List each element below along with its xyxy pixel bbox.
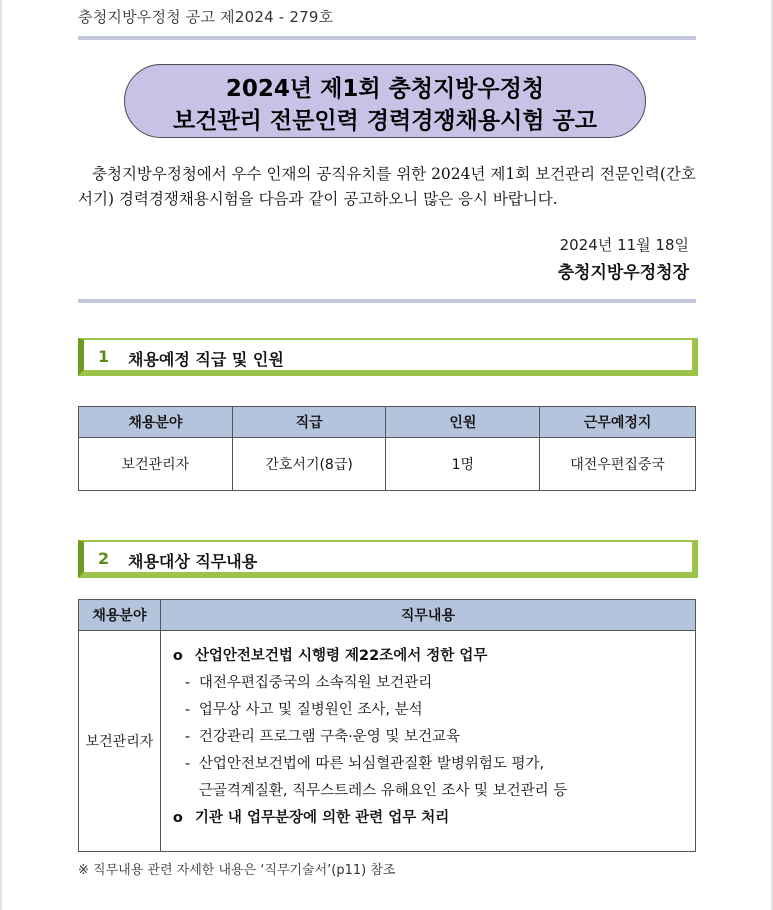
header-field: 채용분야 <box>79 407 233 438</box>
issuer-name: 충청지방우정청장 <box>557 263 689 283</box>
section-1-heading <box>78 338 696 378</box>
header-duty-field: 채용분야 <box>79 600 161 631</box>
bullet-circle-icon: o <box>172 648 183 664</box>
duty-item-text: 업무상 사고 및 질병원인 조사, 분석 <box>198 702 423 718</box>
list-item <box>173 724 695 751</box>
list-item <box>173 751 695 778</box>
dash-marker: - <box>184 675 191 691</box>
bullet-circle-icon: o <box>172 810 183 826</box>
top-divider <box>78 36 696 40</box>
dash-marker: - <box>184 756 191 772</box>
dash-marker: - <box>184 702 191 718</box>
cell-field: 보건관리자 <box>79 438 233 491</box>
middle-divider <box>78 299 696 303</box>
duty-item-text: 근골격계질환, 직무스트레스 유해요인 조사 및 보건관리 등 <box>198 783 568 799</box>
cell-duty-field: 보건관리자 <box>79 631 161 852</box>
header-location: 근무예정지 <box>540 407 696 438</box>
cell-duty-content <box>160 631 695 852</box>
position-table-header-row <box>79 407 696 438</box>
cell-count: 1명 <box>386 438 540 491</box>
list-item <box>173 697 695 724</box>
dash-marker: - <box>184 729 191 745</box>
duty-item-text: 산업안전보건법에 따른 뇌심혈관질환 발병위험도 평가, <box>198 756 545 772</box>
duty-item-text: 대전우편집중국의 소속직원 보건관리 <box>198 675 433 691</box>
duty-table-header-row <box>79 600 696 631</box>
list-item <box>173 670 695 697</box>
section-2-heading <box>78 540 696 580</box>
list-item <box>173 778 695 805</box>
duty-item-text: 산업안전보건법 시행령 제22조에서 정한 업무 <box>194 648 488 664</box>
header-count: 인원 <box>386 407 540 438</box>
duty-table <box>78 599 696 852</box>
duty-item-text: 기관 내 업무분장에 의한 관련 업무 처리 <box>194 810 450 826</box>
section-2-title: 채용대상 직무내용 <box>128 552 258 571</box>
table-row <box>79 631 696 852</box>
cell-grade: 간호서기(8급) <box>232 438 386 491</box>
page-edge-left <box>0 0 2 910</box>
section-2-number: 2 <box>98 549 110 568</box>
notice-date: 2024년 11월 18일 <box>559 236 689 254</box>
title-line-2: 보건관리 전문인력 경력경쟁채용시험 공고 <box>173 108 597 134</box>
list-item <box>173 643 695 670</box>
duty-item-text: 건강관리 프로그램 구축·운영 및 보건교육 <box>198 729 461 745</box>
title-banner <box>124 64 646 138</box>
footnote: ※ 직무내용 관련 자세한 내용은 ‘직무기술서’(p11) 참조 <box>78 863 396 878</box>
intro-text: 충청지방우정청에서 우수 인재의 공직유치를 위한 2024년 제1회 보건관리 전문인력(간호서기) 경력경쟁채용시험을 다음과 같이 공고하오니 많은 응시 바랍니다. <box>78 165 696 208</box>
section-1-number: 1 <box>98 347 110 366</box>
table-row <box>79 438 696 491</box>
section-1-title: 채용예정 직급 및 인원 <box>128 350 284 369</box>
title-line-1: 2024년 제1회 충청지방우정청 <box>225 76 545 102</box>
list-item <box>173 805 695 832</box>
header-duty-content: 직무내용 <box>160 600 695 631</box>
header-grade: 직급 <box>232 407 386 438</box>
cell-location: 대전우편집중국 <box>540 438 696 491</box>
intro-paragraph <box>78 162 696 212</box>
position-table <box>78 406 696 491</box>
duty-list <box>161 631 695 832</box>
notice-number: 충청지방우정청 공고 제2024 - 279호 <box>78 8 334 26</box>
